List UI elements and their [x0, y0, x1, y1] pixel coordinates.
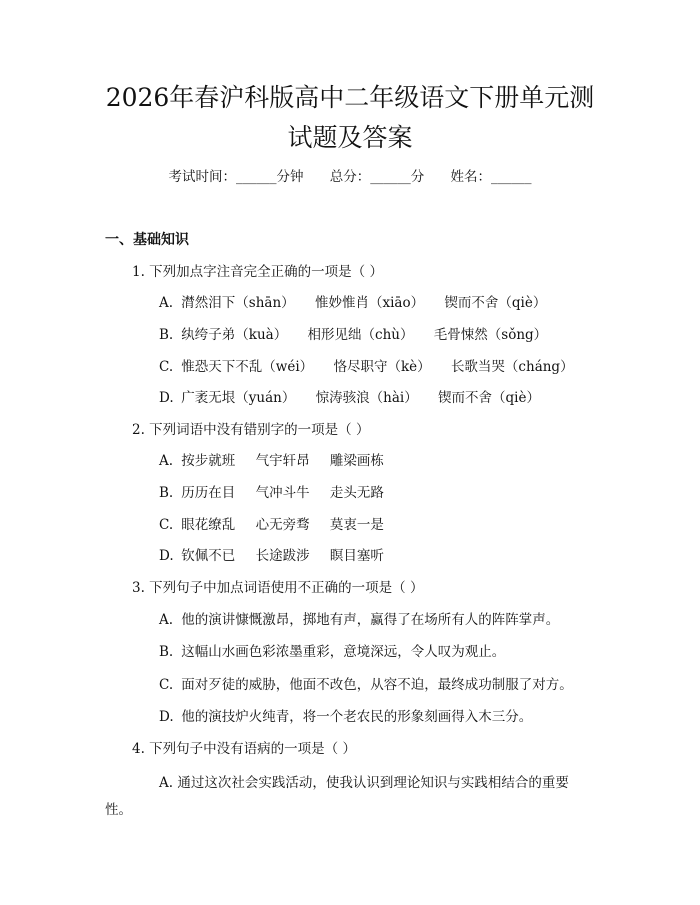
- option-word: 眼花缭乱: [181, 517, 236, 533]
- option-word: 长歌当哭（cháng）: [450, 359, 574, 375]
- option-letter: D.: [159, 548, 174, 564]
- option-text: 他的演讲慷慨激昂，掷地有声，赢得了在场所有人的阵阵掌声。: [181, 612, 560, 628]
- option-word: 惟妙惟肖（xiāo）: [314, 295, 425, 311]
- option-text: 面对歹徒的威胁，他面不改色，从容不迫，最终成功制服了对方。: [181, 677, 573, 693]
- q2-option-d: [159, 546, 400, 566]
- question-3-stem: 3. 下列句子中加点词语使用不正确的一项是（ ）: [132, 580, 424, 596]
- q4-option-a: [105, 770, 595, 824]
- option-letter: C.: [159, 359, 174, 375]
- option-word: 莫衷一是: [329, 517, 384, 533]
- option-letter: B.: [159, 327, 174, 343]
- title-line-2: 试题及答案: [287, 123, 413, 152]
- option-letter: C.: [159, 677, 174, 693]
- q2-option-a: [159, 451, 400, 471]
- student-name: 姓名：______: [450, 169, 532, 185]
- q2-option-c: [159, 515, 400, 535]
- option-word: 瞑目塞听: [329, 548, 384, 564]
- option-letter: A.: [159, 612, 174, 628]
- q3-option-a: [159, 610, 559, 630]
- option-letter: A.: [159, 295, 174, 311]
- option-word: 按步就班: [181, 453, 236, 469]
- q1-option-b: [159, 325, 563, 345]
- option-letter: B.: [159, 485, 174, 501]
- section-heading: 一、基础知识: [105, 232, 189, 248]
- document-title: [60, 78, 640, 158]
- option-letter: D.: [159, 709, 174, 725]
- q1-option-c: [159, 357, 590, 377]
- option-word: 气宇轩昂: [255, 453, 310, 469]
- option-word: 锲而不舍（qiè）: [438, 390, 540, 406]
- q3-option-d: [159, 707, 532, 727]
- option-word: 惊涛骇浪（hài）: [315, 390, 418, 406]
- option-word: 历历在目: [181, 485, 236, 501]
- option-word: 雕梁画栋: [329, 453, 384, 469]
- option-word: 恪尽职守（kè）: [333, 359, 431, 375]
- option-text: A. 通过这次社会实践活动，使我认识到理论知识与实践相结合的重要: [159, 775, 569, 791]
- option-word: 钦佩不已: [181, 548, 236, 564]
- option-word: 纨绔子弟（kuà）: [181, 327, 288, 343]
- option-word: 广袤无垠（yuán）: [181, 390, 296, 406]
- option-word: 相形见绌（chù）: [307, 327, 414, 343]
- option-text: 这幅山水画色彩浓墨重彩，意境深远，令人叹为观止。: [181, 644, 506, 660]
- q3-option-b: [159, 642, 505, 662]
- option-letter: B.: [159, 644, 174, 660]
- option-word: 毛骨悚然（sǒng）: [433, 327, 548, 343]
- title-line-1: 2026年春沪科版高中二年级语文下册单元测: [105, 83, 595, 112]
- option-word: 潸然泪下（shān）: [181, 295, 295, 311]
- option-text: 他的演技炉火纯青，将一个老农民的形象刻画得入木三分。: [181, 709, 533, 725]
- q2-option-b: [159, 483, 400, 503]
- option-word: 气冲斗牛: [255, 485, 310, 501]
- option-word: 心无旁骛: [255, 517, 310, 533]
- question-1-stem: 1. 下列加点字注音完全正确的一项是（ ）: [132, 264, 383, 280]
- q3-option-c: [159, 675, 573, 695]
- option-word: 锲而不舍（qiè）: [444, 295, 547, 311]
- question-4-stem: 4. 下列句子中没有语病的一项是（ ）: [132, 741, 356, 757]
- q1-option-a: [159, 293, 562, 313]
- option-letter: A.: [159, 453, 174, 469]
- question-2-stem: 2. 下列词语中没有错别字的一项是（ ）: [132, 422, 370, 438]
- option-word: 走头无路: [329, 485, 384, 501]
- exam-time: 考试时间：______分钟: [168, 169, 304, 185]
- exam-score: 总分：______分: [329, 169, 425, 185]
- option-word: 惟恐天下不乱（wéi）: [181, 359, 314, 375]
- option-letter: C.: [159, 517, 174, 533]
- option-word: 长途跋涉: [255, 548, 310, 564]
- q1-option-d: [159, 388, 556, 408]
- option-text-continued: 性。: [105, 802, 132, 818]
- option-letter: D.: [159, 390, 174, 406]
- exam-meta: [0, 167, 700, 187]
